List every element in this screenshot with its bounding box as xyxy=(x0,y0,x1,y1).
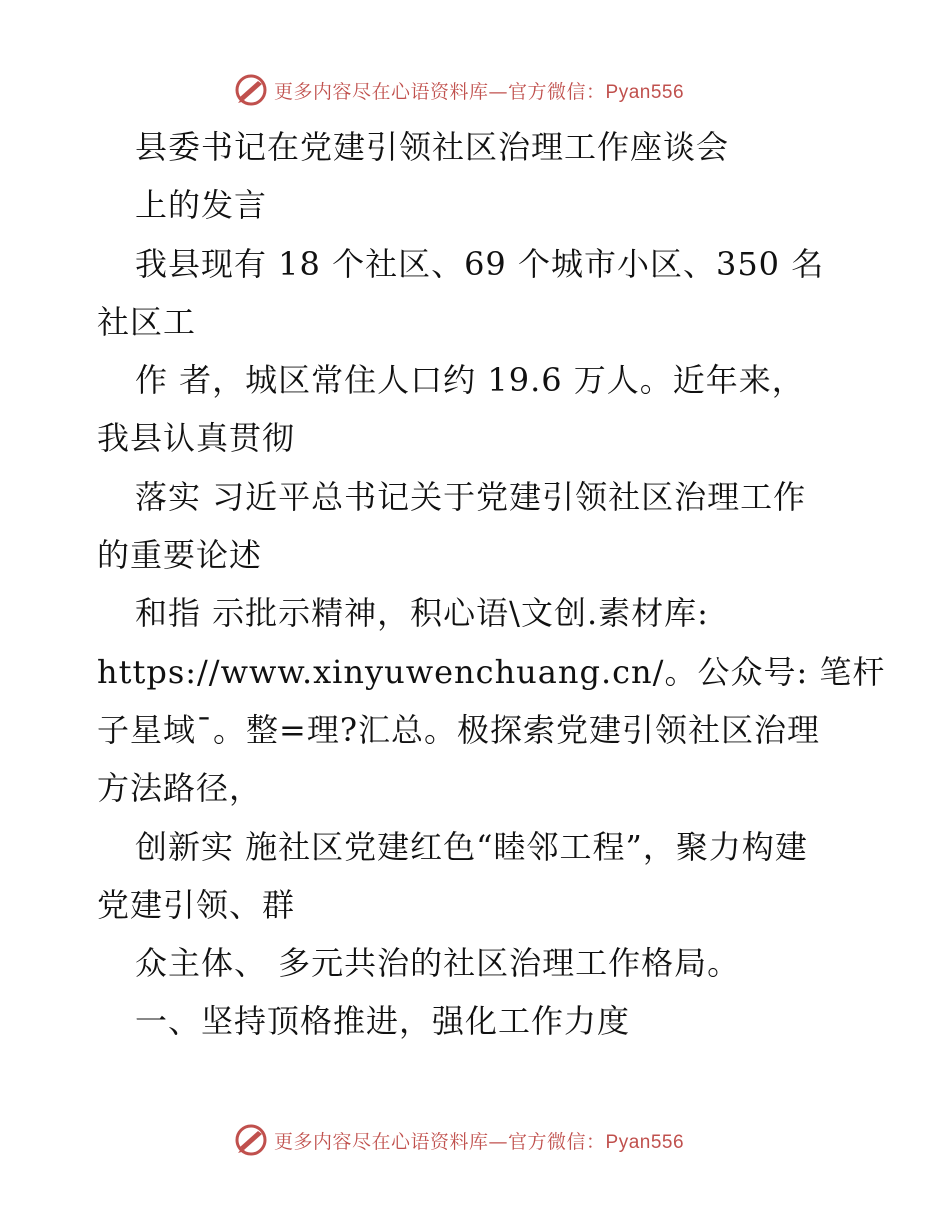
paragraph-line-url: https://www.xinyuwenchuang.cn/。公众号: 笔杆 xyxy=(97,652,886,691)
paragraph-line: 我县现有 18 个社区、69 个城市小区、350 名 xyxy=(135,244,825,283)
paragraph-line: 众主体、 多元共治的社区治理工作格局。 xyxy=(135,944,741,983)
header-banner-text: 更多内容尽在心语资料库—官方微信：Pyan556 xyxy=(274,80,685,103)
paragraph-line: 子星域¯。整=理?汇总。极探索党建引领社区治理 xyxy=(97,710,820,749)
footer-banner xyxy=(234,1122,684,1158)
document-body xyxy=(97,118,886,1051)
paragraph-line: 创新实 施社区党建红色“睦邻工程”，聚力构建 xyxy=(135,827,808,866)
paragraph-line: 方法路径， xyxy=(97,769,263,808)
paragraph-line: 的重要论述 xyxy=(97,536,263,575)
paragraph-line: 党建引领、群 xyxy=(97,885,296,924)
paragraph-line: 作 者，城区常住人口约 19.6 万人。近年来， xyxy=(135,361,805,400)
footer-banner-text: 更多内容尽在心语资料库—官方微信：Pyan556 xyxy=(274,1130,685,1153)
paragraph-line: 落实 习近平总书记关于党建引领社区治理工作 xyxy=(135,477,807,516)
title-line-1: 县委书记在党建引领社区治理工作座谈会 xyxy=(135,128,730,166)
pen-logo-icon xyxy=(234,73,268,107)
paragraph-line: 社区工 xyxy=(97,302,197,341)
title-line-2: 上的发言 xyxy=(135,186,268,225)
paragraph-line: 和指 示批示精神，积心语\文创.素材库: xyxy=(135,594,709,633)
header-banner xyxy=(234,72,684,108)
pen-logo-icon xyxy=(234,1123,268,1157)
paragraph-line: 我县认真贯彻 xyxy=(97,419,296,458)
section-heading: 一、坚持顶格推进，强化工作力度 xyxy=(135,1002,631,1041)
